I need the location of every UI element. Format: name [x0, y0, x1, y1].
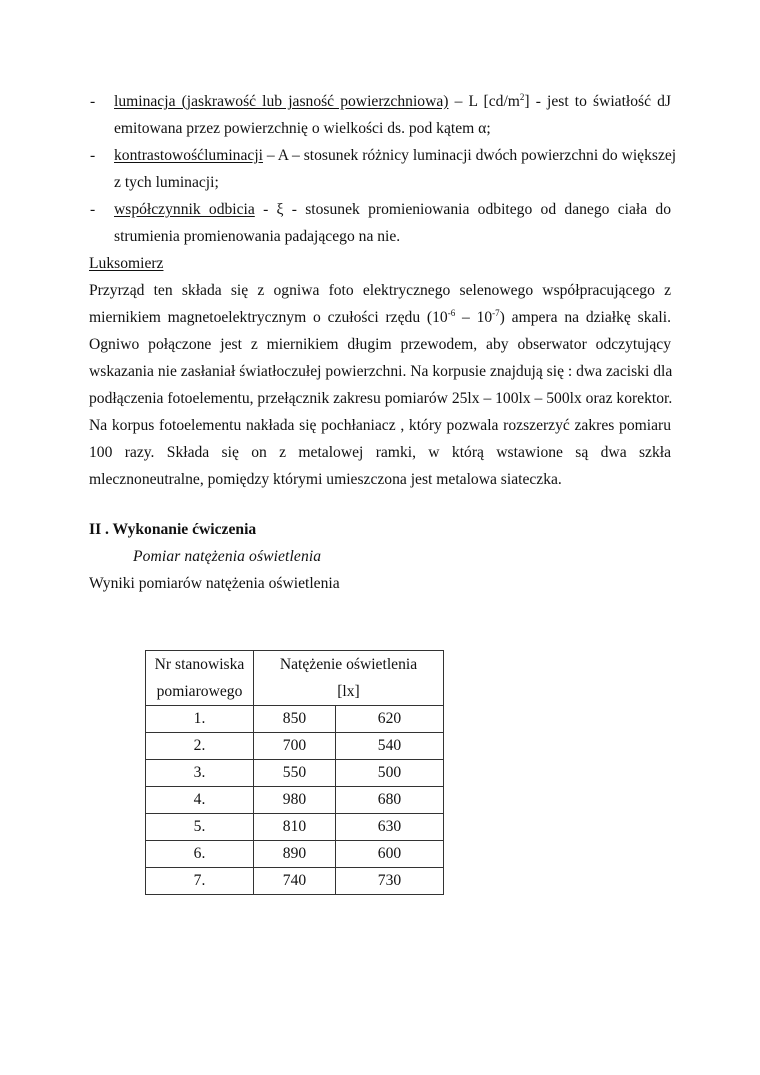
definition-text: - ξ - stosunek promieniowania odbitego od danego ciała do	[254, 201, 671, 218]
definition-text: – A – stosunek różnicy luminacji dwóch powierzchni do większej	[262, 147, 677, 164]
cell-value-1: 850	[254, 706, 336, 733]
paragraph-text: miernikiem magnetoelektrycznym o czułości rzędu (10	[89, 309, 448, 326]
cell-value-1: 700	[254, 733, 336, 760]
cell-value-1: 890	[254, 841, 336, 868]
paragraph-line: 100 razy. Składa się on z metalowej ramki, w którą wstawione są dwa szkła	[89, 444, 671, 461]
cell-value-2: 730	[336, 868, 444, 895]
paragraph-line	[89, 304, 671, 331]
definition-luminacja	[89, 88, 671, 115]
cell-station: 3.	[146, 760, 254, 787]
definition-text: – L [cd/m	[448, 93, 520, 110]
cell-value-2: 500	[336, 760, 444, 787]
cell-value-1: 550	[254, 760, 336, 787]
cell-value-2: 630	[336, 814, 444, 841]
cell-station: 5.	[146, 814, 254, 841]
cell-value-1: 810	[254, 814, 336, 841]
definition-wspolczynnik	[89, 196, 671, 223]
table-caption: Wyniki pomiarów natężenia oświetlenia	[89, 575, 340, 592]
superscript: 2	[519, 92, 525, 102]
paragraph-line: Przyrząd ten składa się z ogniwa foto elektrycznego selenowego współpracującego z	[89, 282, 671, 299]
header-illuminance	[254, 651, 444, 706]
superscript: -7	[492, 308, 500, 318]
luksomierz-title-text: Luksomierz	[89, 255, 164, 272]
cell-value-1: 740	[254, 868, 336, 895]
definition-wspolczynnik-cont: strumienia promienowania padającego na nie.	[114, 228, 401, 245]
cell-value-1: 980	[254, 787, 336, 814]
cell-station: 4.	[146, 787, 254, 814]
definition-kontrastowosc	[89, 142, 677, 169]
header-text: Nr stanowiska	[154, 656, 245, 673]
paragraph-line: Ogniwo połączone jest z miernikiem długim przewodem, aby obserwator odczytujący	[89, 336, 671, 353]
definition-luminacja-cont: emitowana przez powierzchnię o wielkości ds. pod kątem α;	[114, 120, 491, 137]
term-wspolczynnik: współczynnik odbicia	[114, 201, 255, 218]
cell-value-2: 600	[336, 841, 444, 868]
table-row	[146, 733, 444, 760]
header-text: Natężenie oświetlenia	[279, 656, 418, 673]
paragraph-line: wskazania nie zasłaniał światłoczułej powierzchni. Na korpusie znajdują się : dwa zaciski dla	[89, 363, 673, 380]
bullet-dash: -	[90, 147, 96, 164]
bullet-dash: -	[90, 93, 96, 110]
paragraph-line: Na korpus fotoelementu nakłada się pochłaniacz , który pozwala rozszerzyć zakres pomiaru	[89, 417, 671, 434]
table-row	[146, 787, 444, 814]
cell-value-2: 620	[336, 706, 444, 733]
cell-value-2: 680	[336, 787, 444, 814]
luksomierz-title	[89, 250, 671, 277]
table-row	[146, 814, 444, 841]
cell-station: 1.	[146, 706, 254, 733]
header-text: pomiarowego	[156, 683, 243, 700]
table-row	[146, 868, 444, 895]
cell-station: 2.	[146, 733, 254, 760]
table-row	[146, 760, 444, 787]
section-heading: II . Wykonanie ćwiczenia	[89, 521, 257, 538]
cell-value-2: 540	[336, 733, 444, 760]
table-header-row	[146, 651, 444, 706]
table-row	[146, 841, 444, 868]
superscript: -6	[447, 308, 456, 318]
bullet-dash: -	[90, 201, 96, 218]
document-page	[89, 88, 677, 597]
definition-text: ] - jest to światłość dJ	[524, 93, 672, 110]
paragraph-line: podłączenia fotoelementu, przełącznik zakresu pomiarów 25lx – 100lx – 500lx oraz korektor.	[89, 390, 673, 407]
term-kontrastowosc: kontrastowośćluminacji	[114, 147, 263, 164]
cell-station: 7.	[146, 868, 254, 895]
results-table	[145, 650, 444, 895]
header-station	[146, 651, 254, 706]
cell-station: 6.	[146, 841, 254, 868]
term-luminacja: luminacja (jaskrawość lub jasność powierzchniowa)	[114, 93, 449, 110]
definition-kontrastowosc-cont: z tych luminacji;	[114, 174, 219, 191]
header-text: [lx]	[337, 683, 360, 700]
table-row	[146, 706, 444, 733]
section-subheading: Pomiar natężenia oświetlenia	[133, 548, 322, 565]
paragraph-text: – 10	[455, 309, 493, 326]
paragraph-line: mlecznoneutralne, pomiędzy którymi umieszczona jest metalowa siateczka.	[89, 471, 562, 488]
paragraph-text: ) ampera na działkę skali.	[499, 309, 671, 326]
